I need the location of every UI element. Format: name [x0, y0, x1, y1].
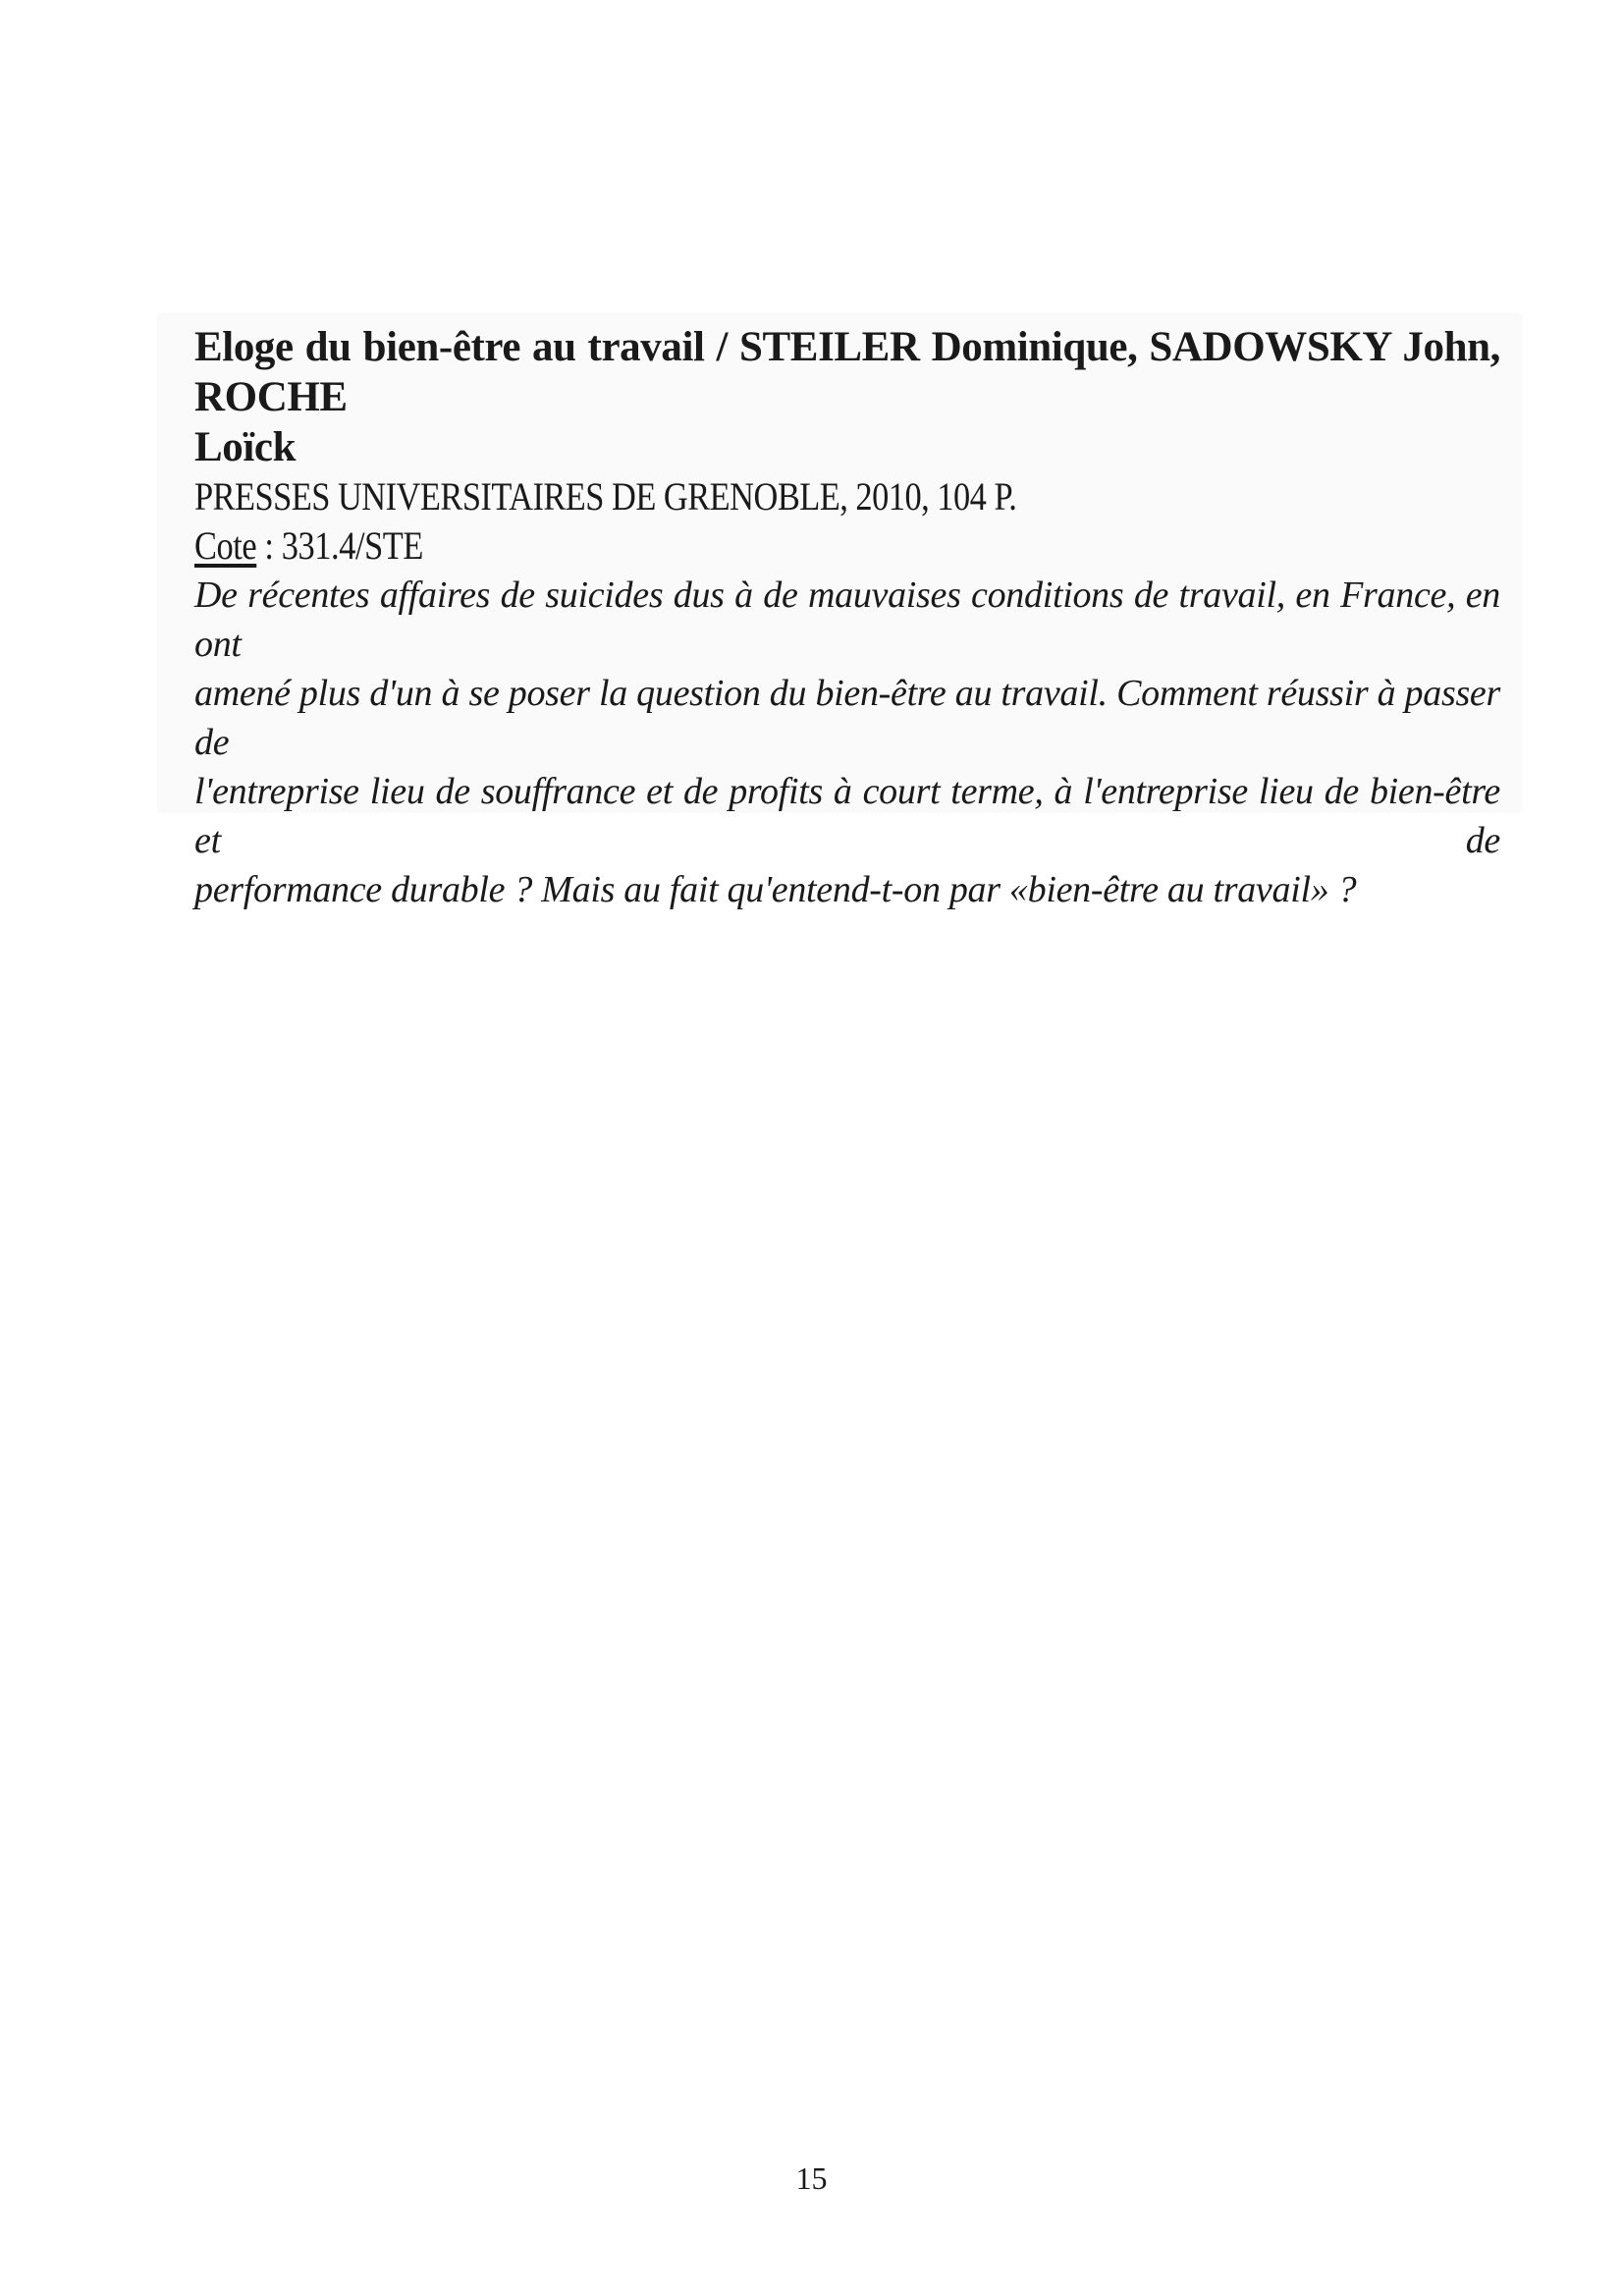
entry-title-line-2: Loïck [194, 424, 297, 470]
abstract-line-4: performance durable ? Mais au fait qu'entend-t-on par «bien-être au travail» ? [194, 869, 1357, 910]
page-number: 15 [795, 2160, 828, 2196]
abstract-line-2: amené plus d'un à se poser la question du bien-être au travail. Comment réussir à passer de [194, 673, 1500, 763]
entry-publisher: PRESSES UNIVERSITAIRES DE GRENOBLE, 2010, 104 P. [194, 474, 1017, 519]
cote-value: : 331.4/STE [256, 523, 423, 568]
cote-label: Cote [194, 523, 257, 568]
abstract-line-1: De récentes affaires de suicides dus à de mauvaises conditions de travail, en France, en ont [194, 574, 1500, 665]
abstract-line-3: l'entreprise lieu de souffrance et de profits à court terme, à l'entreprise lieu de bien-être et de [194, 771, 1500, 861]
entry-title-line-1: Eloge du bien-être au travail / STEILER Dominique, SADOWSKY John, ROCHE [194, 324, 1500, 420]
entry-shelfmark [194, 521, 1318, 571]
bibliographic-entry [194, 322, 1500, 914]
